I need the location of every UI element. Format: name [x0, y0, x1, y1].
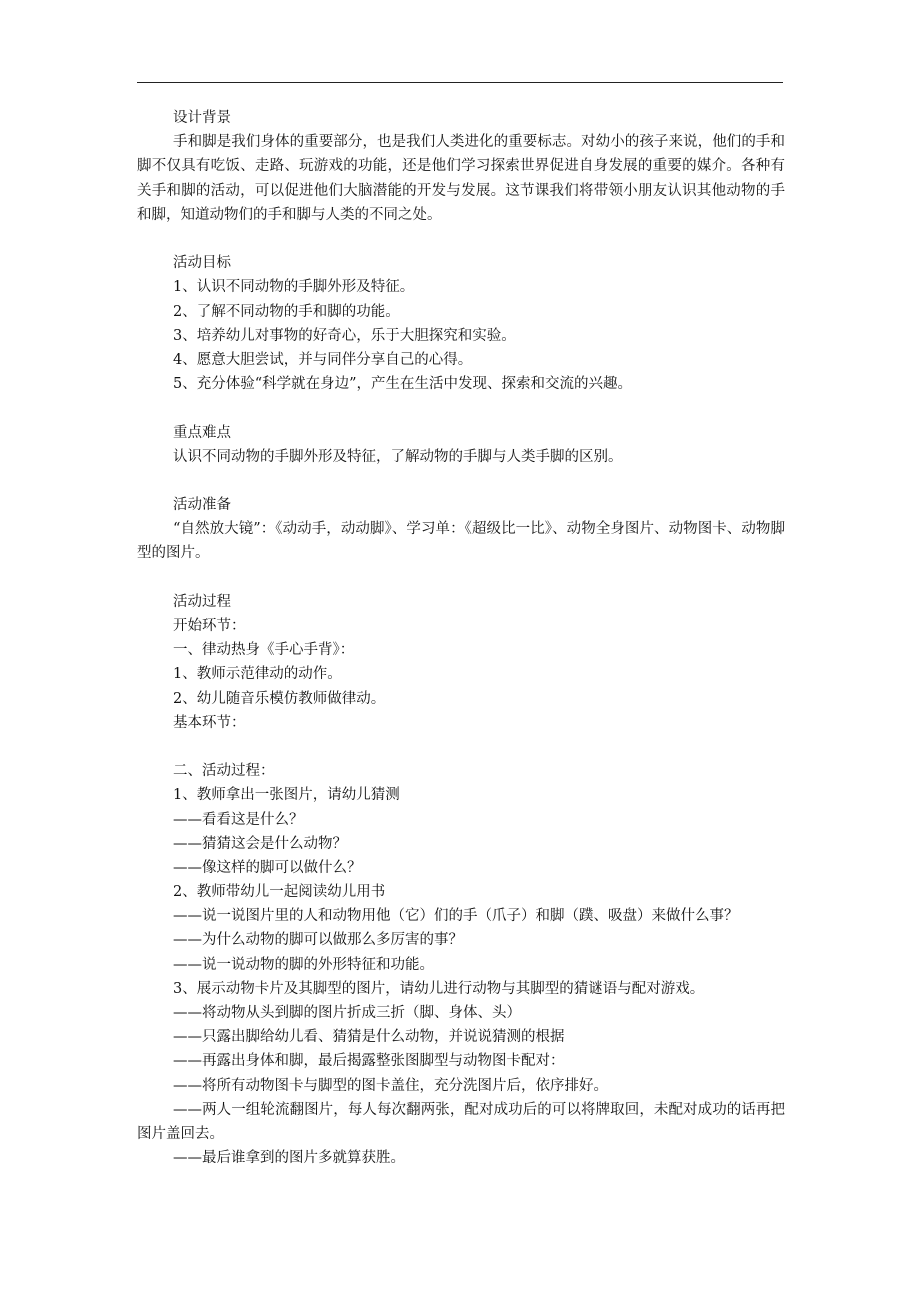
background-heading: 设计背景: [173, 110, 231, 126]
goal-item: 2、了解不同动物的手和脚的功能。: [173, 303, 400, 320]
step-1-item: ——像这样的脚可以做什么？: [173, 859, 362, 876]
preparation-heading: 活动准备: [173, 497, 231, 514]
goal-item: 3、培养幼儿对事物的好奇心，乐于大胆探究和实验。: [173, 327, 516, 344]
step-3-item: ——只露出脚给幼儿看、猜猜是什么动物，并说说猜测的根据: [173, 1029, 565, 1046]
goal-item: 5、充分体验“科学就在身边”，产生在生活中发现、探索和交流的兴趣。: [173, 376, 633, 393]
step-2-item: ——说一说图片里的人和动物用他（它）们的手（爪子）和脚（蹼、吸盘）来做什么事？: [173, 908, 739, 925]
step-3: 3、展示动物卡片及其脚型的图片，请幼儿进行动物与其脚型的猜谜语与配对游戏。: [173, 980, 705, 997]
step-2-item: ——说一说动物的脚的外形特征和功能。: [173, 956, 434, 973]
step-3-long-item: ——两人一组轮流翻图片，每人每次翻两张，配对成功后的可以将牌取回，未配对成功的话再把图片盖回去。: [137, 1101, 785, 1142]
spacer: [137, 227, 785, 251]
step-2-item: ——为什么动物的脚可以做那么多厉害的事？: [173, 932, 463, 949]
step-1-item: ——猜猜这会是什么动物？: [173, 835, 347, 852]
keypoints-heading: 重点难点: [173, 424, 231, 441]
step-1-item: ——看看这是什么？: [173, 811, 304, 828]
opening-label: 开始环节：: [173, 618, 246, 635]
process-title: 二、活动过程：: [173, 763, 275, 780]
spacer: [137, 566, 785, 590]
header-rule: [137, 82, 783, 83]
process-heading: 活动过程: [173, 593, 231, 610]
step-3-item: ——再露出身体和脚，最后揭露整张图脚型与动物图卡配对：: [173, 1053, 565, 1070]
step-3-item: ——将所有动物图卡与脚型的图卡盖住，充分洗图片后，依序排好。: [173, 1077, 608, 1094]
step-3-last-item: ——最后谁拿到的图片多就算获胜。: [173, 1150, 405, 1167]
basic-label: 基本环节：: [173, 714, 246, 731]
spacer: [137, 469, 785, 493]
warmup-title: 一、律动热身《手心手背》：: [173, 642, 355, 659]
spacer: [137, 396, 785, 420]
step-3-item: ——将动物从头到脚的图片折成三折（脚、身体、头）: [173, 1005, 521, 1022]
goals-heading: 活动目标: [173, 255, 231, 272]
spacer: [137, 735, 785, 759]
goal-item: 1、认识不同动物的手脚外形及特征。: [173, 279, 415, 296]
warmup-item: 1、教师示范律动的动作。: [173, 666, 342, 683]
preparation-paragraph: “自然放大镜”：《动动手，动动脚》、学习单：《超级比一比》、动物全身图片、动物图卡、动物脚型的图片。: [137, 521, 785, 562]
warmup-item: 2、幼儿随音乐模仿教师做律动。: [173, 690, 386, 707]
step-1: 1、教师拿出一张图片，请幼儿猜测: [173, 787, 400, 804]
goal-item: 4、愿意大胆尝试，并与同伴分享自己的心得。: [173, 351, 473, 368]
step-2: 2、教师带幼儿一起阅读幼儿用书: [173, 884, 386, 901]
keypoints-text: 认识不同动物的手脚外形及特征，了解动物的手脚与人类手脚的区别。: [173, 448, 623, 465]
document-body: [137, 106, 785, 1170]
background-paragraph: 手和脚是我们身体的重要部分，也是我们人类进化的重要标志。对幼小的孩子来说，他们的手和脚不仅具有吃饭、走路、玩游戏的功能，还是他们学习探索世界促进自身发展的重要的媒介。各种有关手和脚的活动，可以促进他们大脑潜能的开发与发展。这节课我们将带领小朋友认识其他动物的手和脚，知道动物们的手和脚与人类的不同之处。: [137, 134, 785, 223]
